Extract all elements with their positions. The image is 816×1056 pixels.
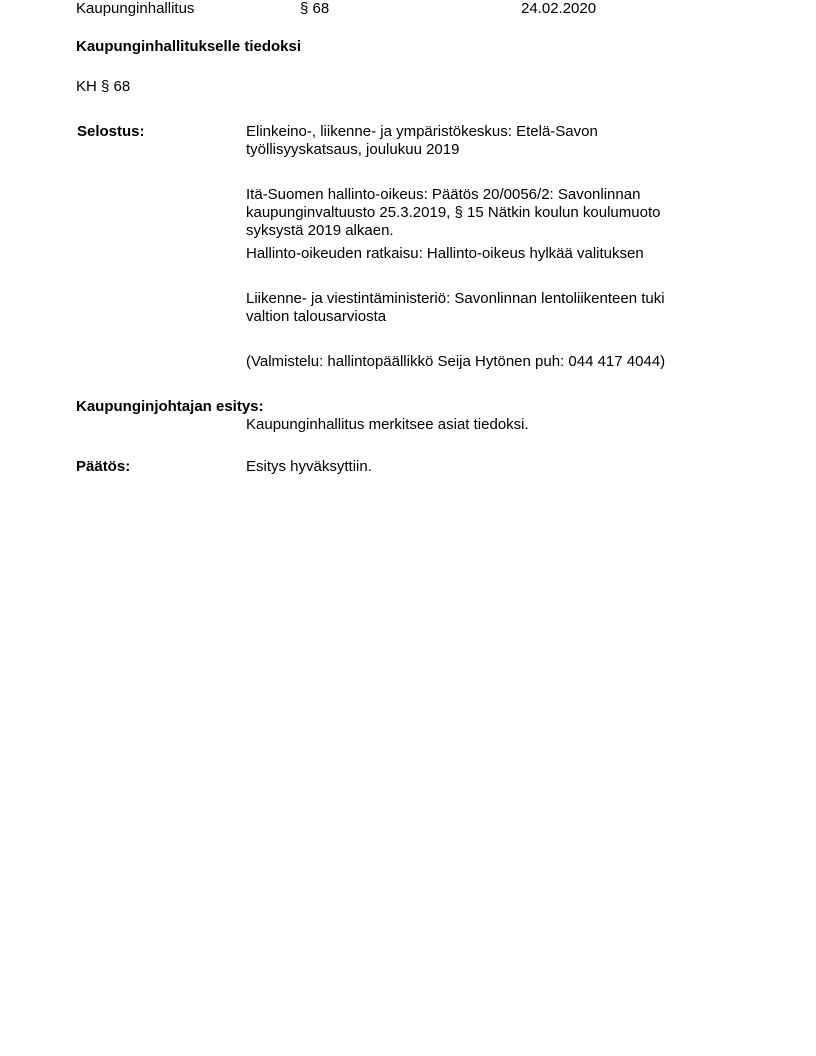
document-title: Kaupunginhallitukselle tiedoksi — [76, 38, 302, 55]
selostus-label: Selostus: — [77, 123, 145, 140]
selostus-line: valtion talousarviosta — [246, 308, 387, 325]
selostus-item-2 — [246, 186, 726, 240]
selostus-item-1 — [246, 123, 726, 159]
selostus-line: syksystä 2019 alkaen. — [246, 222, 394, 239]
esitys-text: Kaupunginhallitus merkitsee asiat tiedoksi. — [246, 416, 529, 433]
selostus-line: (Valmistelu: hallintopäällikkö Seija Hytönen puh: 044 417 4044) — [246, 353, 666, 370]
header-organ: Kaupunginhallitus — [76, 0, 195, 17]
header-date: 24.02.2020 — [521, 0, 597, 17]
selostus-item-4 — [246, 290, 726, 326]
paatos-label: Päätös: — [76, 458, 131, 475]
reference-number: KH § 68 — [76, 78, 131, 95]
selostus-item-5 — [246, 353, 726, 371]
selostus-item-3 — [246, 245, 726, 263]
selostus-line: työllisyyskatsaus, joulukuu 2019 — [246, 141, 460, 158]
selostus-line: Elinkeino-, liikenne- ja ympäristökeskus: Etelä-Savon — [246, 123, 598, 140]
selostus-line: Liikenne- ja viestintäministeriö: Savonlinnan lentoliikenteen tuki — [246, 290, 665, 307]
selostus-line: kaupunginvaltuusto 25.3.2019, § 15 Nätkin koulun koulumuoto — [246, 204, 661, 221]
header-section: § 68 — [300, 0, 330, 17]
esitys-label: Kaupunginjohtajan esitys: — [76, 398, 264, 415]
selostus-line: Itä-Suomen hallinto-oikeus: Päätös 20/0056/2: Savonlinnan — [246, 186, 641, 203]
selostus-line: Hallinto-oikeuden ratkaisu: Hallinto-oikeus hylkää valituksen — [246, 245, 644, 262]
paatos-text: Esitys hyväksyttiin. — [246, 458, 372, 475]
